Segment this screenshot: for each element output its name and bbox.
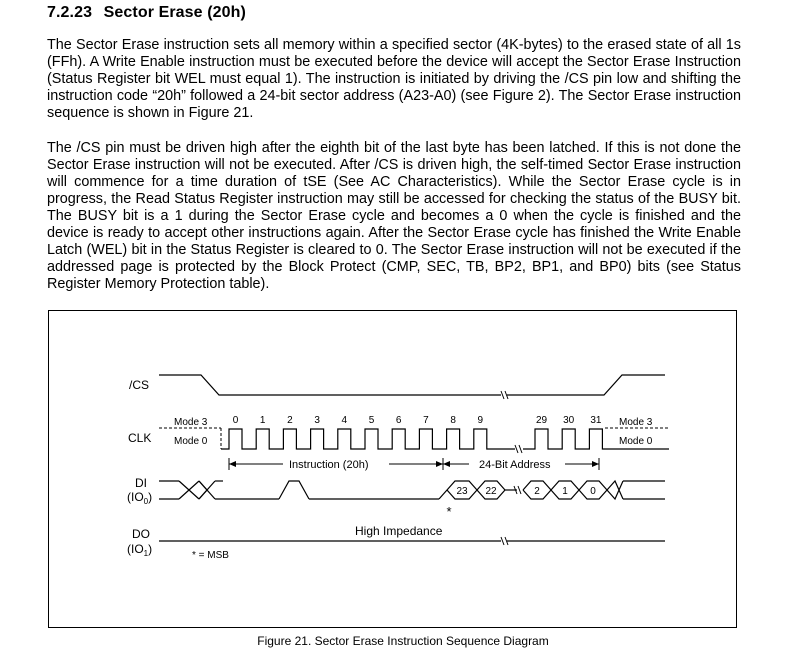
clock-number-9: 9 xyxy=(477,415,484,426)
clk-waveform xyxy=(221,429,669,449)
do-sub-label: $(IO_1)$ xyxy=(127,542,153,558)
mode3-right-label: Mode 3 xyxy=(619,417,653,428)
clock-number-29: 29 xyxy=(535,415,548,426)
do-break-mark-left xyxy=(501,537,504,545)
mode0-left-label: Mode 0 xyxy=(174,436,208,447)
clock-number-3: 3 xyxy=(314,415,320,426)
paragraph-1: The Sector Erase instruction sets all memory within a specified sector (4K-bytes) to the erased state of all 1s (FFh). A Write Enable instruction must be executed before the device will accept the Sector Erase Instruction (Status Register bit WEL must equal 1). The instruction is initiated by driving the /CS pin low and shifting the instruction code “20h” followed a 24-bit sector address (A23-A0) (see Figure 2). The Sector Erase instruction sequence is shown in Figure 21. xyxy=(47,37,741,121)
di-waveform xyxy=(159,481,665,499)
section-heading xyxy=(47,4,246,22)
clock-number-8: 8 xyxy=(450,415,456,426)
cs-label: /CS xyxy=(129,378,150,392)
clock-number-2: 2 xyxy=(287,415,293,426)
clk-break-mark-left xyxy=(515,445,518,453)
msb-star: * xyxy=(446,504,452,519)
instruction-label: Instruction (20h) xyxy=(289,459,369,471)
address-label: 24-Bit Address xyxy=(479,459,551,471)
section-number: 7.2.23 xyxy=(47,4,93,21)
clock-number-31: 31 xyxy=(590,415,602,426)
di-label: DI xyxy=(135,476,147,490)
address-bit-0: 0 xyxy=(590,486,596,497)
high-impedance-label: High Impedance xyxy=(355,524,443,538)
timing-diagram xyxy=(48,310,737,628)
section-title: Sector Erase (20h) xyxy=(103,4,246,21)
address-arrowhead-left xyxy=(443,461,450,467)
clk-label: CLK xyxy=(128,431,152,445)
clock-number-1: 1 xyxy=(259,415,266,426)
clock-number-group xyxy=(233,415,602,426)
clock-number-30: 30 xyxy=(563,415,575,426)
do-label: DO xyxy=(132,527,150,541)
msb-note: * = MSB xyxy=(192,550,229,561)
address-bit-1: 1 xyxy=(562,486,568,497)
timing-diagram-svg xyxy=(49,311,738,629)
di-break-mark-right xyxy=(518,486,521,494)
mode3-left-label: Mode 3 xyxy=(174,417,208,428)
header-decoration xyxy=(248,0,728,3)
address-bit-22: 22 xyxy=(485,486,497,497)
mode0-right-label: Mode 0 xyxy=(619,436,653,447)
address-bit-23: 23 xyxy=(456,486,468,497)
clock-number-7: 7 xyxy=(423,415,429,426)
address-arrowhead-right xyxy=(592,461,599,467)
figure-caption: Figure 21. Sector Erase Instruction Sequence Diagram xyxy=(257,634,549,648)
cs-waveform xyxy=(159,375,665,395)
di-sub-label: $(IO_0)$ xyxy=(127,490,153,506)
instruction-arrowhead-left xyxy=(229,461,236,467)
clock-number-5: 5 xyxy=(368,415,375,426)
clock-number-4: 4 xyxy=(341,415,348,426)
clock-number-0: 0 xyxy=(232,415,239,426)
address-bit-2: 2 xyxy=(534,486,540,497)
clock-number-6: 6 xyxy=(395,415,402,426)
cs-break-mark-left xyxy=(501,391,504,399)
clk-break-mark-right xyxy=(519,445,522,453)
instruction-arrowhead-right xyxy=(436,461,443,467)
paragraph-2: The /CS pin must be driven high after the eighth bit of the last byte has been latched. If this is not done the Sector Erase instruction will not be executed. After /CS is driven high, the self-timed Sector Erase instruction will commence for a time duration of tSE (See AC Characteristics). While the Sector Erase cycle is in progress, the Read Status Register instruction may still be accessed for checking the status of the BUSY bit. The BUSY bit is a 1 during the Sector Erase cycle and becomes a 0 when the cycle is finished and the device is ready to accept other instructions again. After the Sector Erase cycle has finished the Write Enable Latch (WEL) bit in the Status Register is cleared to 0. The Sector Erase instruction will not be executed if the addressed page is protected by the Block Protect (CMP, SEC, TB, BP2, BP1, and BP0) bits (see Status Register Memory Protection table). xyxy=(47,140,741,292)
